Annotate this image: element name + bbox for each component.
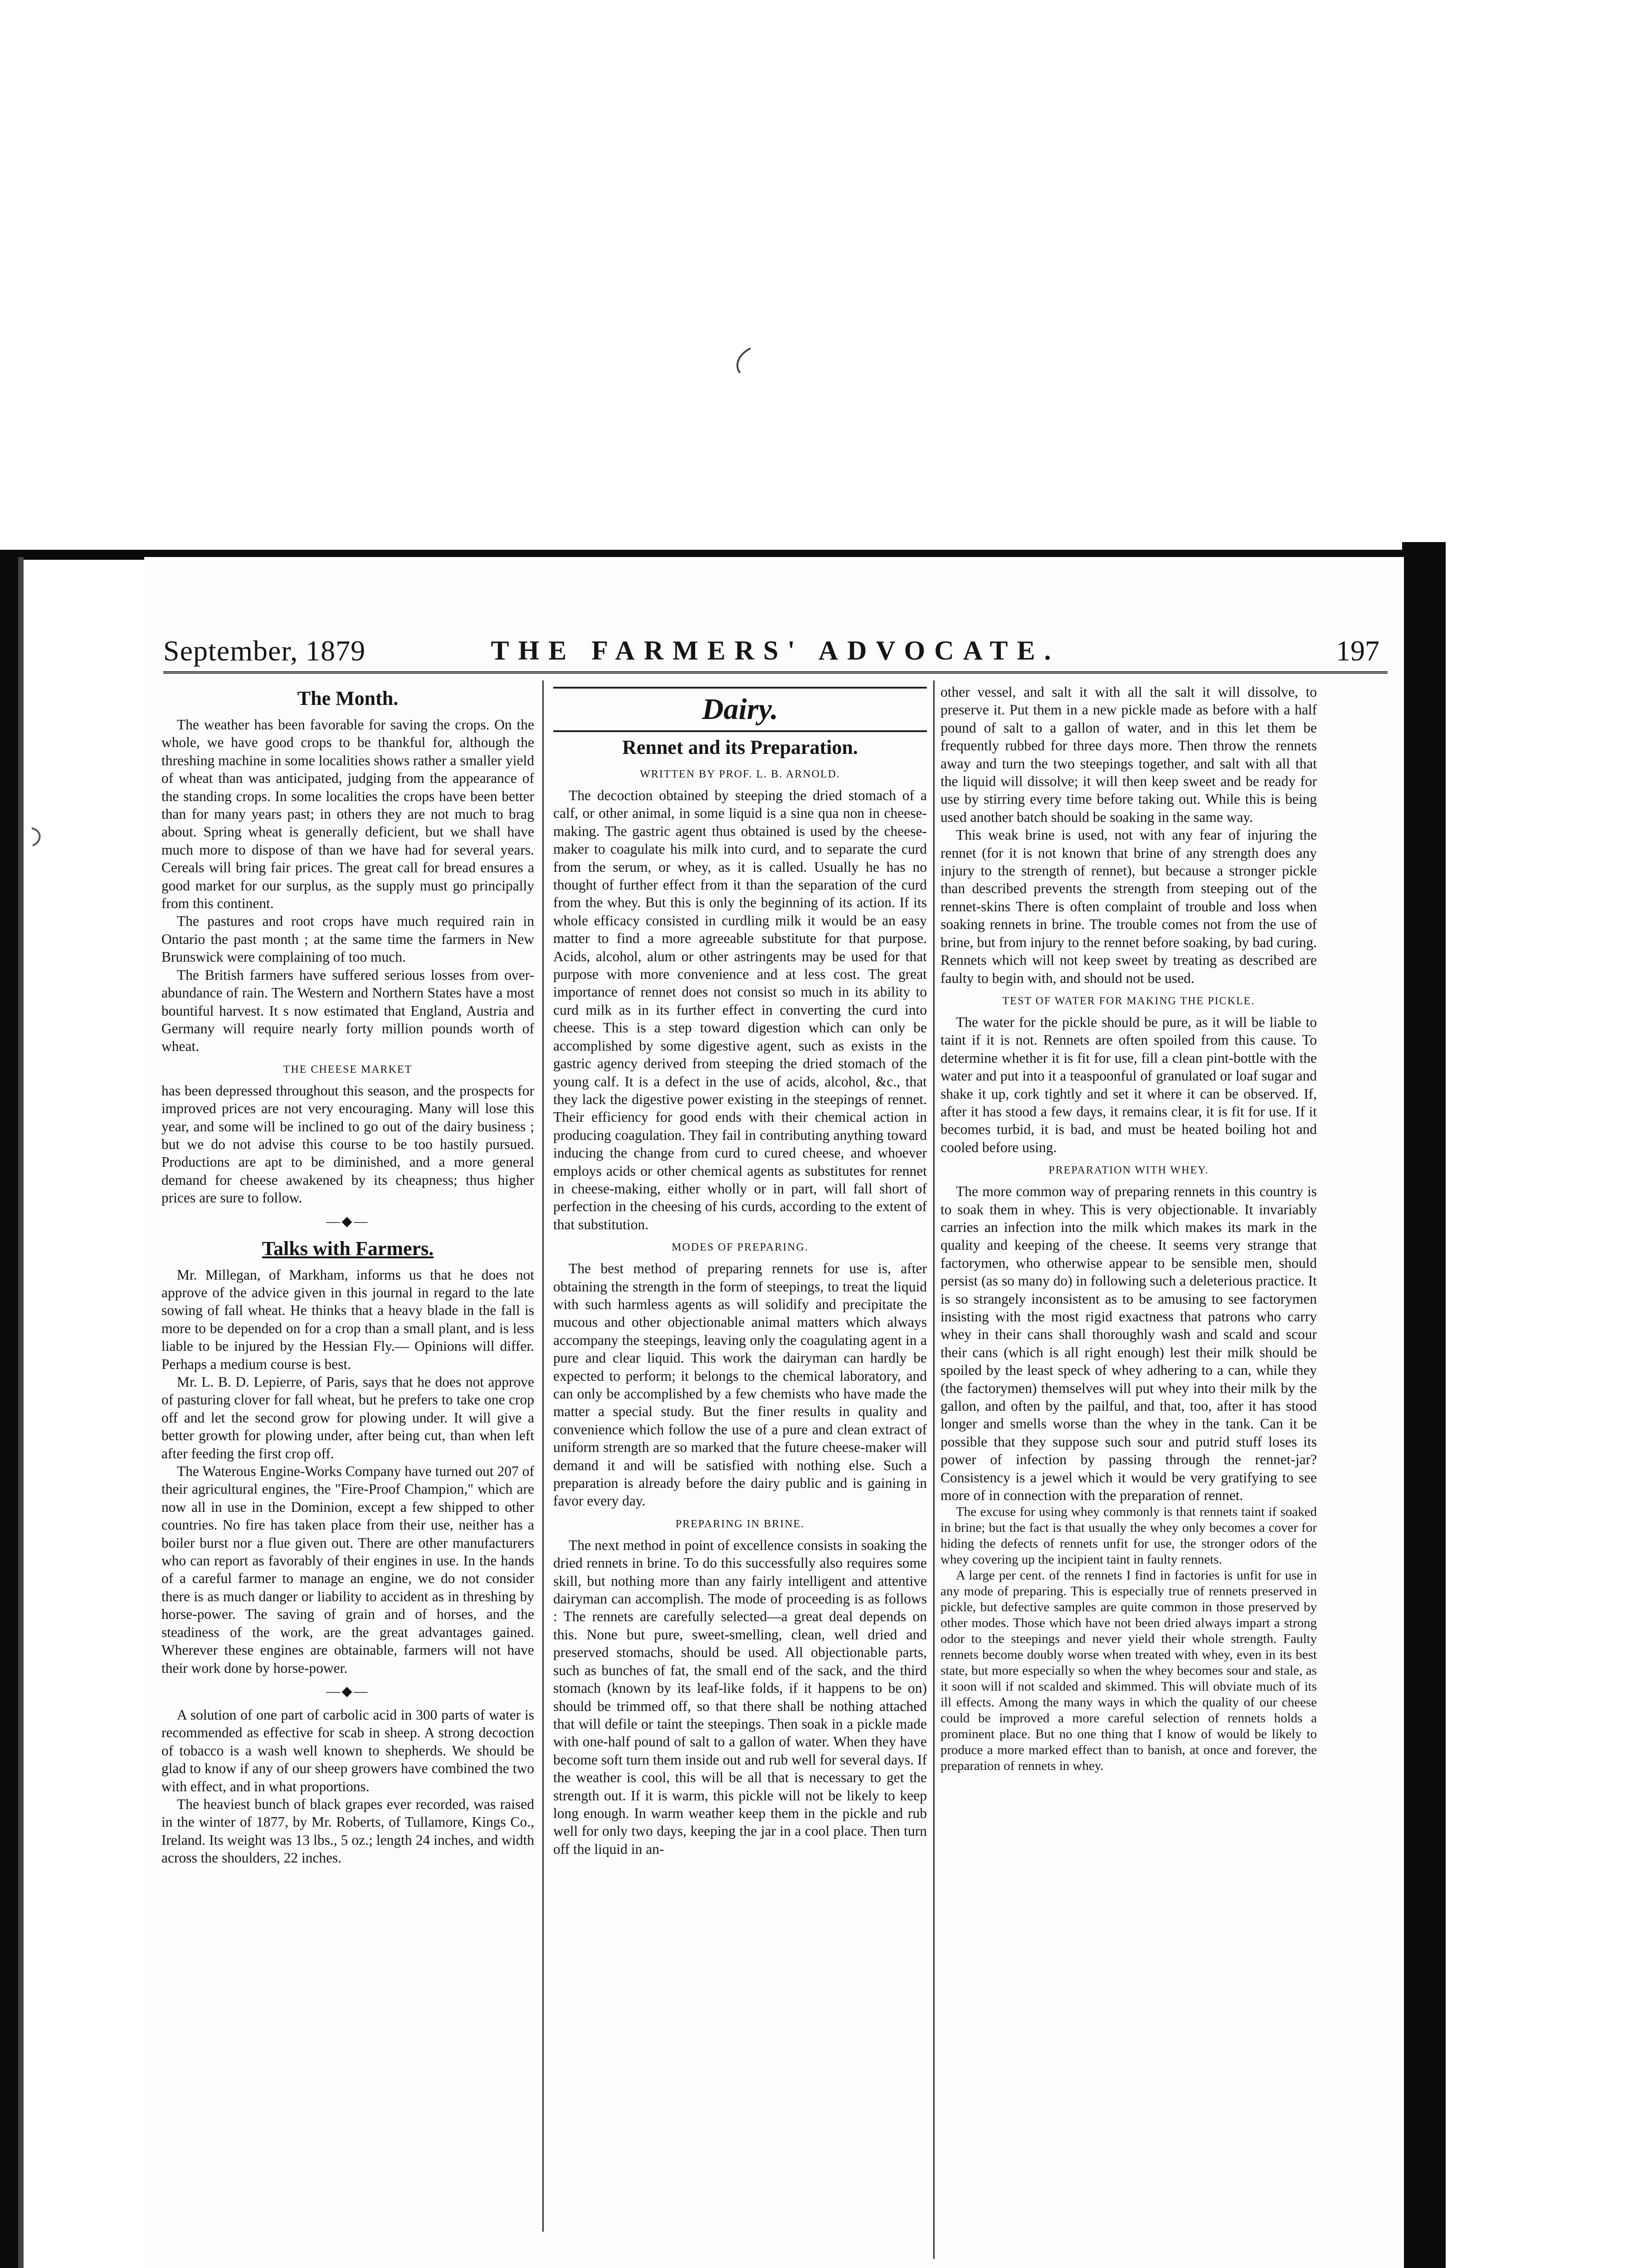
month-paragraph: The pastures and root crops have much required rain in Ontario the past month ; at the same time the farmers in New Brunswick were complaining of too much. [161, 913, 534, 965]
talks-paragraph: The Waterous Engine-Works Company have turned out 207 of their agricultural engines, the "Fire-Proof Champion," which are now all in use in the Dominion, except a few shipped to other countries. No fire has taken place from their use, neither has a boiler burst nor a flue given out. There are other manufacturers who can report as favorably of their engines in use. In the hands of a careful farmer to manage an engine, we do not consider there is as much danger or liability to accident as in threshing by horse-power. The saving of grain and of horses, and the steadiness of the work, are the great advantages gained. Wherever these engines are obtainable, farmers will not have their work done by horse-power. [161, 1463, 534, 1676]
subhead-preparing-in-brine: PREPARING IN BRINE. [675, 1518, 805, 1530]
talks-paragraph: Mr. Millegan, of Markham, informs us that he does not approve of the advice given in this journal in regard to the late sowing of fall wheat. He thinks that a heavy blade in the fall is more to be depended on for a crop than a small plant, and is less liable to be injured by the Hessian Fly.— Opinions will differ. Perhaps a medium course is best. [161, 1266, 534, 1372]
byline: WRITTEN BY PROF. L. B. ARNOLD. [640, 768, 840, 780]
masthead-rule [163, 671, 1388, 674]
section-divider: —◆— [326, 1683, 370, 1699]
heading-the-month: The Month. [297, 687, 399, 709]
article-paragraph: The decoction obtained by steeping the dried stomach of a calf, or other animal, in some liquid is a sine qua non in cheese-making. The gastric agent thus obtained is used by the cheese-maker to coagulate his milk into curd, and to separate the curd from the serum, or whey, as it is called. Usually he has no thought of further effect from it than the separation of the curd from the whey. But this is only the beginning of its action. If its whole efficacy consisted in curdling milk it would be an easy matter to find a more agreeable substitute for that purpose. Acids, alcohol, alum or other astringents may be used for that purpose with more convenience and at less cost. The great importance of rennet does not consist so much in its ability to curd milk as in its further effect in converting the curd into cheese. This is a step toward digestion which can only be accomplished by some digestive agent, such as exists in the gastric agency derived from steeping the dried stomach of the young calf. It is a defect in the use of acids, alcohol, &c., that they lack the digestive power existing in the steepings of rennet. Their efficiency for good ends with their chemical action in producing coagulation. They fail in contributing anything toward inducing the change from curd to cured cheese, and whoever employs acids or other chemical agents as substitutes for rennet in cheese-making, either wholly or in part, will fall short of perfection in the cheesing of his curds, according to the extent of that substitution. [553, 787, 927, 1232]
article-paragraph-small: The excuse for using whey commonly is that rennets taint if soaked in brine; but the fact is that usually the whey only becomes a cover for hiding the defects of rennets unfit for use, the stronger odors of the whey covering up the incipient taint in faulty rennets. [940, 1505, 1317, 1567]
column-left [161, 683, 534, 2239]
article-paragraph: This weak brine is used, not with any fear of injuring the rennet (for it is not known that brine of any strength does any injury to the strength of rennet), but because a stronger pickle than described prevents the strength from steeping out of the rennet-skins There is often complaint of trouble and loss when soaking rennets in brine. The trouble comes not from the use of brine, but from injury to the rennet before soaking, by bad curing. Rennets which will not keep sweet by treating as described are faulty to begin with, and should not be used. [940, 827, 1317, 986]
column-rule-2 [933, 680, 935, 2259]
page-number: 197 [1336, 635, 1379, 667]
publication-title: THE FARMERS' ADVOCATE. [491, 635, 1060, 665]
section-divider: —◆— [326, 1213, 370, 1229]
column-rule-1 [542, 680, 544, 2232]
subhead-modes-of-preparing: MODES OF PREPARING. [672, 1242, 809, 1254]
article-paragraph: The next method in point of excellence consists in soaking the dried rennets in brine. To do this successfully also requires some skill, but nothing more than any fairly intelligent and attentive dairyman can accomplish. The mode of proceeding is as follows : The rennets are carefully selected—a great deal depends on this. None but pure, sweet-smelling, clean, well dried and preserved stomachs, should be used. All objectionable parts, such as bunches of fat, the small end of the sack, and the third stomach (known by its leaf-like folds, if it happens to be on) should be trimmed off, so that there shall be nothing attached that will defile or taint the steepings. Then soak in a pickle made with one-half pound of salt to a gallon of water. When they have become soft turn them inside out and rub well for several days. If the weather is cool, this will be all that is necessary to get the strength out. If it is warm, this pickle will not be likely to keep long enough. In warm weather keep them in the pickle and rub well for only two days, keeping the jar in a cool place. Then turn off the liquid in an- [553, 1537, 927, 1857]
month-paragraph: The British farmers have suffered serious losses from over-abundance of rain. The Western and Northern States have a most bountiful harvest. It s now estimated that England, Austria and Germany will require nearly forty million pounds worth of wheat. [161, 967, 534, 1055]
newspaper-page [144, 557, 1404, 2268]
article-paragraph: The water for the pickle should be pure, as it will be liable to taint if it is not. Rennets are often spoiled from this cause. To determine whether it is fit for use, fill a clean pint-bottle with the water and put into it a teaspoonful of granulated or loaf sugar and shake it up, cork tightly and set it where it can be observed. If, after it has stood a few days, it remains clear, it is fit for use. If it becomes turbid, it is bad, and must be heated boiling hot and cooled before using. [940, 1014, 1317, 1155]
subhead-test-of-water: TEST OF WATER FOR MAKING THE PICKLE. [1002, 995, 1255, 1007]
article-title: Rennet and its Preparation. [622, 736, 858, 758]
article-paragraph-small: A large per cent. of the rennets I find in factories is unfit for use in any mode of preparing. This is especially true of rennets preserved in pickle, but defective samples are quite common in those preserved by other modes. Those which have not been dried always impart a strong odor to the steepings and never yield their whole strength. Faulty rennets become doubly worse when treated with whey, even in its best state, but more especially so when the whey becomes sour and stale, as it soon will if not scalded and skimmed. This will obviate much of its ill effects. Among the many ways in which the quality of our cheese could be improved a more careful selection of rennets holds a prominent place. But no one thing that I know of would be likely to produce a more marked effect than to banish, at once and forever, the preparation of rennets in whey. [940, 1568, 1317, 1774]
article-paragraph: The more common way of preparing rennets in this country is to soak them in whey. This is very objectionable. It invariably carries an infection into the milk which makes its mark in the quality and keeping of the cheese. It seems very strange that factorymen, who otherwise appear to be sensible men, should persist (as so many do) in following such a deleterious practice. It is so strangely inconsistent as to be amusing to see factorymen insisting with the most rigid exactness that patrons who carry whey in their cans shall thoroughly wash and scald and scour their cans (which is all right enough) lest their milk should be spoiled by the least speck of whey adhering to a can, while they (the factorymen) themselves will put whey into their milk by the gallon, and often by the pailful, and that, too, after it has stood longer and smells worse than the whey in the tank. Can it be possible that they suppose such sour and putrid stuff loses its power of infection by passing through the rennet-jar? Consistency is a jewel which it would be very gratifying to see more of in connection with the preparation of rennet. [940, 1183, 1317, 1504]
heading-talks-with-farmers: Talks with Farmers. [262, 1237, 434, 1260]
subhead-preparation-with-whey: PREPARATION WITH WHEY. [1048, 1164, 1209, 1177]
article-paragraph: other vessel, and salt it with all the salt it will dissolve, to preserve it. Put them in a new pickle made as before with a half pound of salt to a gallon of water, and in this let them be frequently rubbed for three days more. Then throw the rennets away and turn the two steepings together, and salt with all that the liquid will dissolve; it will then keep sweet and be ready for use by stirring every time before taking out. While this is being used another batch should be soaking in the same way. [940, 684, 1317, 825]
subhead-cheese-market: THE CHEESE MARKET [283, 1063, 413, 1075]
issue-date: September, 1879 [163, 635, 366, 667]
month-paragraph: The weather has been favorable for saving the crops. On the whole, we have good crops to be thankful for, although the threshing machine in some localities shows rather a smaller yield of wheat than was anticipated, judging from the appearance of the standing crops. In some localities the crops have been better than for many years past; in others they are not much to brag about. Spring wheat is generally deficient, but we shall have much more to dispose of than we have had for several years. Cereals will bring fair prices. The great call for bread ensures a good market for our surplus, as the supply must go principally from this continent. [161, 717, 534, 912]
column-middle [553, 683, 927, 2257]
film-border-right [1402, 542, 1446, 2268]
film-border-left-inner [18, 557, 24, 2268]
margin-mark [28, 826, 46, 848]
article-paragraph: The best method of preparing rennets for use is, after obtaining the strength in the form of steepings, to treat the liquid with such harmless agents as will solidify and precipitate the mucous and other objectionable animal matters which always accompany the steepings, leaving only the coagulating agent in a pure and clear liquid. This work the dairyman can hardly be expected to perform; it belongs to the chemical laboratory, and can only be accomplished by a few chemists who have made the matter a special study. But the finer results in quality and convenience which follow the use of a pure and clean extract of uniform strength are so marked that the future cheese-maker will demand it and will be satisfied with nothing else. Such a preparation is already before the dairy public and is gaining in favor every day. [553, 1261, 927, 1509]
cheese-market-paragraph: has been depressed throughout this season, and the prospects for improved prices are not very encouraging. Many will lose this year, and some will be inclined to go out of the dairy business ; but we do not advise this course to be too hastily pursued. Productions are apt to be diminished, and a more general demand for cheese awakened by its cheapness; thus higher prices are sure to follow. [161, 1082, 534, 1206]
department-heading: Dairy. [553, 687, 927, 732]
misc-paragraph: A solution of one part of carbolic acid in 300 parts of water is recommended as effective for scab in sheep. A strong decoction of tobacco is a wash well known to shepherds. We should be glad to know if any of our sheep growers have combined the two with effect, and in what proportions. [161, 1706, 534, 1794]
film-border-left [0, 557, 18, 2268]
talks-paragraph: Mr. L. B. D. Lepierre, of Paris, says that he does not approve of pasturing clover for fall wheat, but he prefers to take one crop off and let the second grow for plowing under. It will give a better growth for plowing under, after being cut, than when left after feeding the first crop off. [161, 1374, 534, 1461]
misc-paragraph: The heaviest bunch of black grapes ever recorded, was raised in the winter of 1877, by Mr. Roberts, of Tullamore, Kings Co., Ireland. Its weight was 13 lbs., 5 oz.; length 24 inches, and width across the shoulders, 22 inches. [161, 1796, 534, 1866]
pen-mark-top [730, 345, 757, 376]
column-right [940, 683, 1317, 2266]
masthead [163, 634, 1388, 667]
